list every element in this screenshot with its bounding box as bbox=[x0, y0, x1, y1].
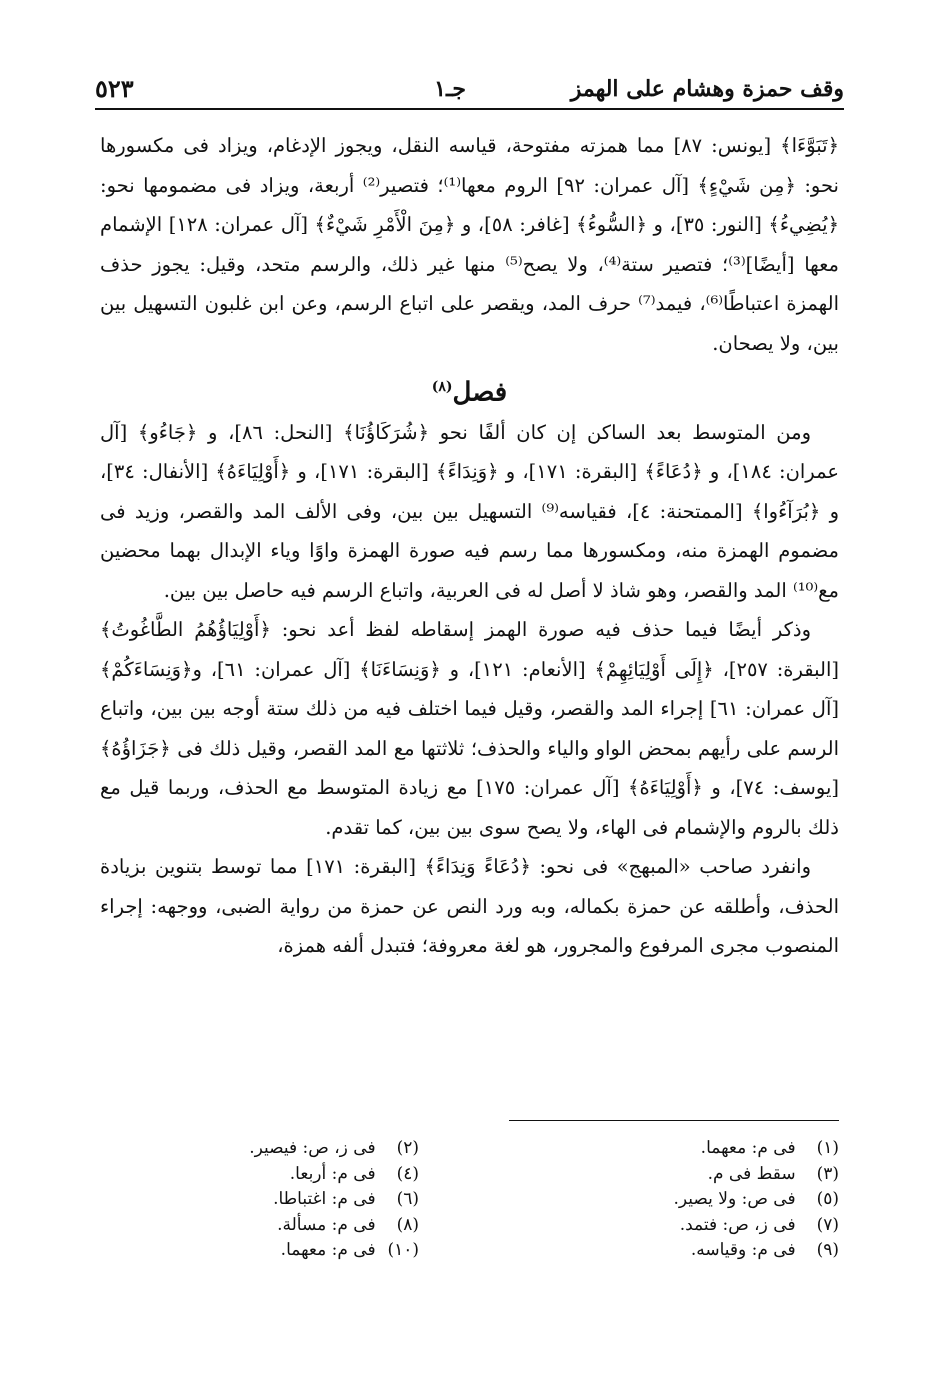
footnote-item: (٢) فى ز، ص: فيصير. bbox=[249, 1138, 419, 1158]
footnote-divider bbox=[509, 1120, 839, 1121]
header-volume: جـ١ bbox=[434, 76, 466, 102]
footnote-item: (١٠) فى م: معهما. bbox=[280, 1240, 419, 1260]
page-number: ٥٢٣ bbox=[95, 74, 134, 103]
footnote-item: (٨) فى م: مسألة. bbox=[277, 1214, 419, 1235]
footnote-item: (٦) فى م: اغتباطا. bbox=[273, 1189, 419, 1209]
paragraph-4: وانفرد صاحب «المبهج» فى نحو: ﴿دُعَاءً وَنِدَاءً﴾ [البقرة: ١٧١] مما توسط بتنوين بزيادة الحذف، وأطلقه عن حمزة بكماله، وبه ورد النص عن حمزة من رواية الضبى، ووجهه: إجراء المنصوب مجرى المرفوع والمجرور، هو لغة معروفة؛ فتبدل ألفه همزة، bbox=[100, 855, 839, 958]
footnote-item: (٤) فى م: أربعا. bbox=[289, 1163, 419, 1184]
paragraph-1: ﴿تَبَوَّءَا﴾ [يونس: ٨٧] مما همزته مفتوحة، قياسه النقل، ويجوز الإدغام، ويزاد فى مكسورها نحو: ﴿مِن شَيْءٍ﴾ [آل عمران: ٩٢] الروم معها⁽¹⁾؛ فتصير⁽²⁾ أربعة، ويزاد فى مضمومها نحو: ﴿يُضِيءُ﴾ [النور: ٣٥]، و ﴿السُّوءُ﴾ [غافر: ٥٨]، و ﴿مِنَ الْأَمْرِ شَيْءٌ﴾ [آل عمران: ١٢٨] الإشمام معها [أيضًا]⁽³⁾؛ فتصير ستة⁽⁴⁾، ولا يصح⁽⁵⁾ منها غير ذلك، والرسم متحد، وقيل: يجوز حذف الهمزة اعتباطًا⁽⁶⁾، فيمد⁽⁷⁾ حرف المد، ويقصر على اتباع الرسم، وعن ابن غلبون التسهيل بين بين، ولا يصحان. bbox=[100, 134, 840, 355]
header-title: وقف حمزة وهشام على الهمز bbox=[570, 76, 844, 102]
footnotes-right-column bbox=[479, 1136, 839, 1264]
paragraph-3: وذكر أيضًا فيما حذف فيه صورة الهمز إسقاطه لفظ أعد نحو: ﴿أَوْلِيَاؤُهُمُ الطَّاغُوتُ﴾ [البقرة: ٢٥٧]، ﴿إِلَى أَوْلِيَائِهِمْ﴾ [الأنعام: ١٢١]، و ﴿وَنِسَاءَنَا﴾ [آل عمران: ٦١]، و﴿وَنِسَاءَكُمْ﴾ [آل عمران: ٦١] إجراء المد والقصر، وقيل فيما اختلف فيه من ذلك ستة أوجه بين بين، واتباع الرسم على رأيهم بمحض الواو والياء والحذف؛ ثلاثتها مع المد القصر، وقيل ذلك فى ﴿جَزَاؤُهُ﴾ [يوسف: ٧٤]، و ﴿أَوْلِيَاءَهُ﴾ [آل عمران: ١٧٥] مع زيادة المتوسط مع الحذف، وربما قيل مع ذلك بالروم والإشمام فى الهاء، ولا يصح سوى بين بين، كما تقدم. bbox=[100, 618, 839, 839]
footnote-item: (٥) فى ص: ولا يصير. bbox=[673, 1189, 839, 1209]
section-heading-text: فصل bbox=[452, 377, 508, 408]
paragraph-2: ومن المتوسط بعد الساكن إن كان ألفًا نحو ﴿شُرَكَاؤُنَا﴾ [النحل: ٨٦]، و ﴿جَاءُو﴾ [آل عمران: ١٨٤]، و ﴿دُعَاءً﴾ [البقرة: ١٧١]، و ﴿وَنِدَاءً﴾ [البقرة: ١٧١]، و ﴿أَوْلِيَاءَهُ﴾ [الأنفال: ٣٤]، و ﴿بُرَآءُوا﴾ [الممتحنة: ٤]، فقياسه⁽⁹⁾ التسهيل بين بين، وفى الألف المد والقصر، وزيد فى مضموم الهمزة منه، ومكسورها مما رسم فيه صورة الهمزة واوًا وياء الإبدال بهما محضين مع⁽¹⁰⁾ المد والقصر، وهو شاذ لا أصل له فى العربية، واتباع الرسم فيه حاصل بين بين. bbox=[100, 420, 839, 602]
section-heading-note: (٨) bbox=[431, 379, 453, 395]
footnote-item: (٧) فى ز، ص: فتمد. bbox=[679, 1214, 839, 1235]
running-header bbox=[95, 72, 844, 110]
footnote-item: (٩) فى م: وقياسه. bbox=[690, 1240, 839, 1260]
footnote-item: (١) فى م: معهما. bbox=[700, 1138, 839, 1158]
footnote-item: (٣) سقط فى م. bbox=[707, 1163, 839, 1184]
footnotes-left-column bbox=[59, 1136, 419, 1264]
section-heading bbox=[100, 365, 839, 415]
main-text bbox=[100, 126, 839, 966]
